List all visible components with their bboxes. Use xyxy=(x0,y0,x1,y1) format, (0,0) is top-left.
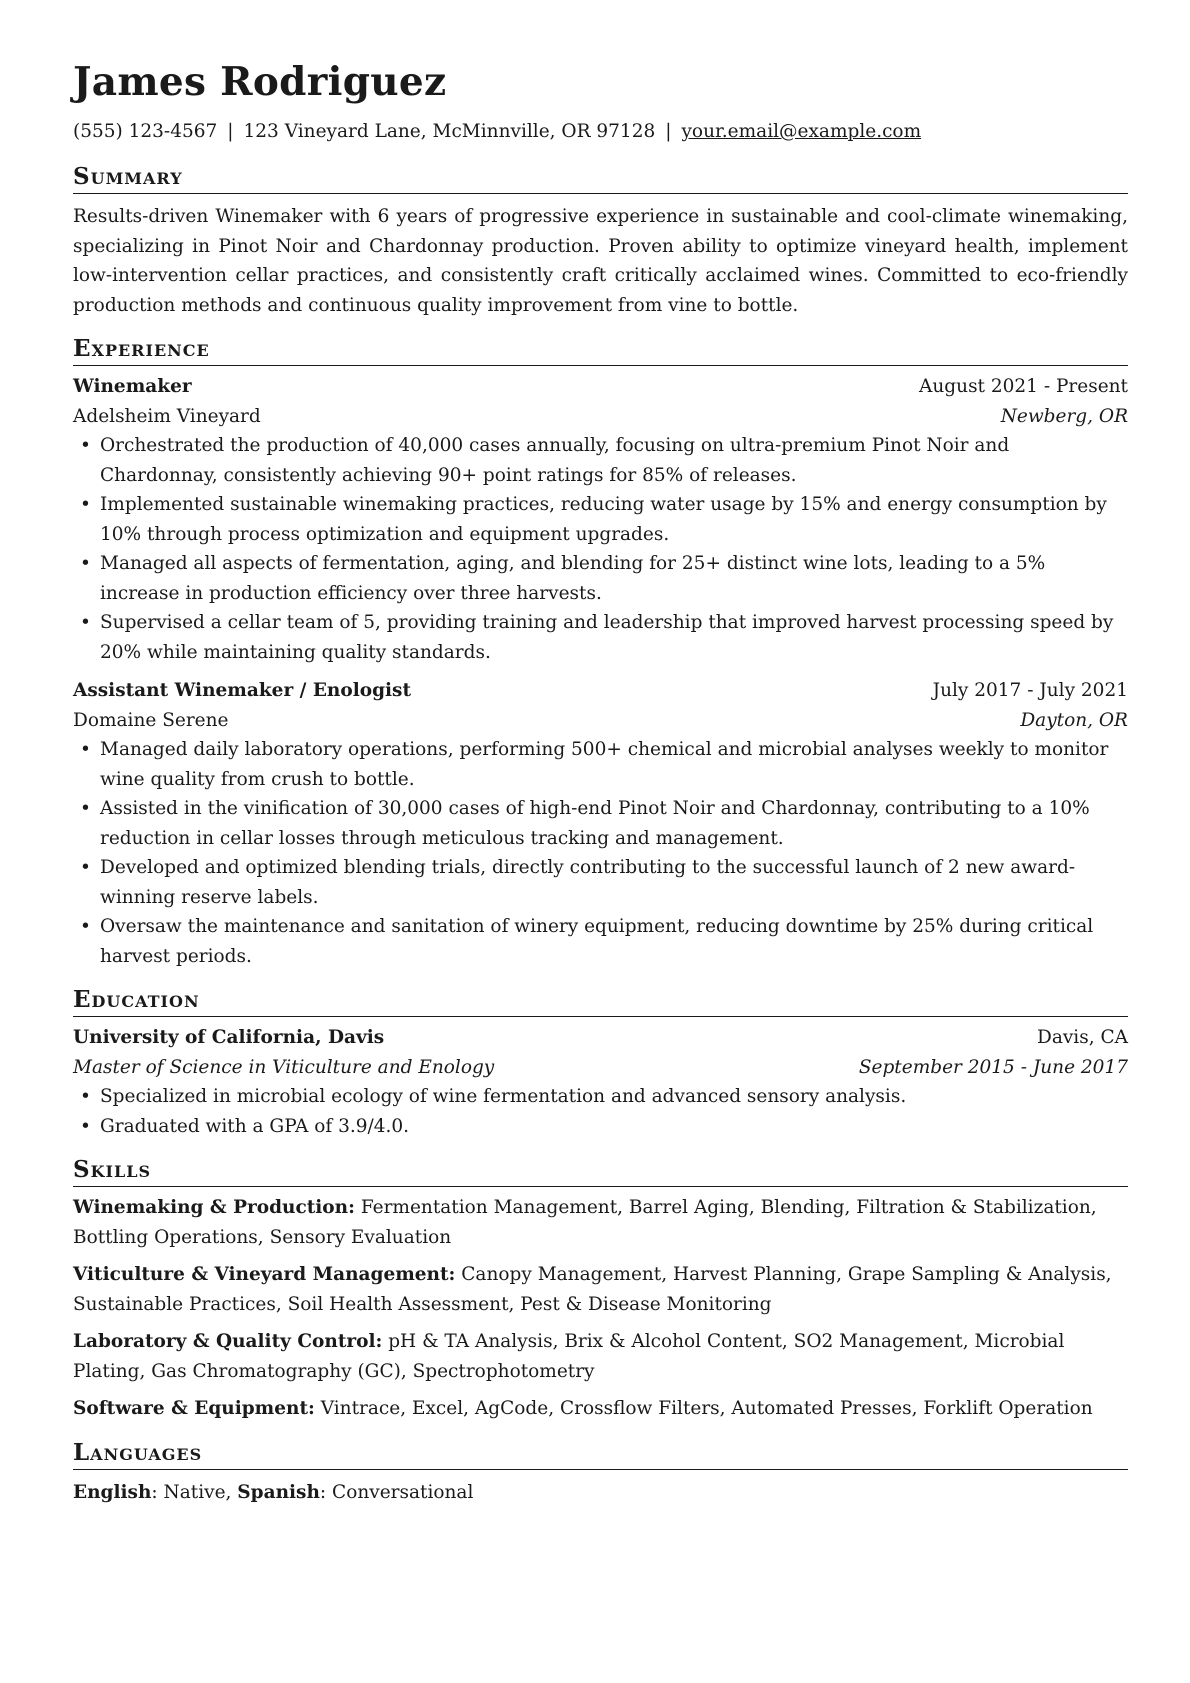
experience-section xyxy=(73,335,1128,971)
summary-section xyxy=(73,163,1128,320)
job-entry xyxy=(73,372,1128,667)
language-name: Spanish xyxy=(237,1481,320,1503)
email-link[interactable]: your.email@example.com xyxy=(681,121,922,142)
job-company: Domaine Serene xyxy=(73,709,229,731)
skill-group-label: Laboratory & Quality Control: xyxy=(73,1331,383,1352)
job-bullets xyxy=(73,735,1128,971)
skill-group-items: pH & TA Analysis, Brix & Alcohol Content, SO2 Management, Microbial Plating, Gas Chromatography (GC), Spectrophotometry xyxy=(73,1331,1065,1382)
language-level: Native xyxy=(163,1481,226,1503)
section-title-skills: Skills xyxy=(73,1156,1128,1187)
contact-line xyxy=(73,120,1128,144)
job-entry xyxy=(73,676,1128,971)
job-company: Adelsheim Vineyard xyxy=(73,405,261,427)
skills-section xyxy=(73,1156,1128,1424)
language-level: Conversational xyxy=(332,1481,474,1503)
phone-number: (555) 123-4567 xyxy=(73,121,218,142)
summary-text: Results-driven Winemaker with 6 years of progressive experience in sustainable and cool-climate winemaking, specializing in Pinot Noir and Chardonnay production. Proven ability to optimize vineyard health, implement low-intervention cellar practices, and consistently craft critically acclaimed wines. Committed to eco-friendly production methods and continuous quality improvement from vine to bottle. xyxy=(73,206,1128,316)
contact-separator: | xyxy=(665,121,672,142)
section-title-languages: Languages xyxy=(73,1439,1128,1470)
skill-group-items: Canopy Management, Harvest Planning, Grape Sampling & Analysis, Sustainable Practices, Soil Health Assessment, Pest & Disease Monitoring xyxy=(73,1264,1112,1315)
education-entry xyxy=(73,1023,1128,1141)
bullet-item: • Supervised a cellar team of 5, providing training and leadership that improved harvest processing speed by 20% while maintaining quality standards. xyxy=(73,608,1128,667)
contact-separator: | xyxy=(227,121,234,142)
languages-section xyxy=(73,1439,1128,1508)
school-name: University of California, Davis xyxy=(73,1027,385,1048)
skill-group xyxy=(73,1394,1128,1424)
degree: Master of Science in Viticulture and Enology xyxy=(73,1056,495,1078)
job-location: Newberg, OR xyxy=(1000,405,1128,427)
resume-page xyxy=(73,60,1128,1507)
bullet-item: • Developed and optimized blending trials, directly contributing to the successful launch of 2 new award-winning reserve labels. xyxy=(73,853,1128,912)
section-title-experience: Experience xyxy=(73,335,1128,366)
languages-line: English: Native, Spanish: Conversational xyxy=(73,1481,474,1503)
bullet-item: • Managed daily laboratory operations, performing 500+ chemical and microbial analyses weekly to monitor wine quality from crush to bottle. xyxy=(73,735,1128,794)
skill-group-items: Fermentation Management, Barrel Aging, Blending, Filtration & Stabilization, Bottling Operations, Sensory Evaluation xyxy=(73,1197,1097,1248)
job-bullets xyxy=(73,431,1128,667)
bullet-item: • Implemented sustainable winemaking practices, reducing water usage by 15% and energy consumption by 10% through process optimization and equipment upgrades. xyxy=(73,490,1128,549)
section-title-summary: Summary xyxy=(73,163,1128,194)
education-section xyxy=(73,986,1128,1141)
skill-group xyxy=(73,1327,1128,1386)
section-title-education: Education xyxy=(73,986,1128,1017)
education-dates: September 2015 - June 2017 xyxy=(858,1056,1128,1078)
bullet-item: • Graduated with a GPA of 3.9/4.0. xyxy=(73,1112,1128,1142)
address: 123 Vineyard Lane, McMinnville, OR 97128 xyxy=(243,121,656,142)
skill-group-label: Viticulture & Vineyard Management: xyxy=(73,1264,456,1285)
job-role: Winemaker xyxy=(73,376,192,397)
bullet-item: • Orchestrated the production of 40,000 cases annually, focusing on ultra-premium Pinot Noir and Chardonnay, consistently achieving 90+ point ratings for 85% of releases. xyxy=(73,431,1128,490)
skill-group-label: Winemaking & Production: xyxy=(73,1197,355,1218)
bullet-item: • Oversaw the maintenance and sanitation of winery equipment, reducing downtime by 25% during critical harvest periods. xyxy=(73,912,1128,971)
language-name: English xyxy=(73,1481,152,1503)
job-dates: August 2021 - Present xyxy=(919,376,1128,397)
skill-group xyxy=(73,1193,1128,1252)
job-dates: July 2017 - July 2021 xyxy=(932,680,1128,701)
skill-group xyxy=(73,1260,1128,1319)
bullet-item: • Assisted in the vinification of 30,000 cases of high-end Pinot Noir and Chardonnay, contributing to a 10% reduction in cellar losses through meticulous tracking and management. xyxy=(73,794,1128,853)
job-location: Dayton, OR xyxy=(1020,709,1128,731)
bullet-item: • Specialized in microbial ecology of wine fermentation and advanced sensory analysis. xyxy=(73,1082,1128,1112)
candidate-name: James Rodriguez xyxy=(73,59,447,105)
education-bullets xyxy=(73,1082,1128,1141)
skill-group-label: Software & Equipment: xyxy=(73,1398,315,1419)
skill-group-items: Vintrace, Excel, AgCode, Crossflow Filters, Automated Presses, Forklift Operation xyxy=(320,1398,1093,1419)
job-role: Assistant Winemaker / Enologist xyxy=(73,680,412,701)
school-location: Davis, CA xyxy=(1036,1027,1128,1048)
bullet-item: • Managed all aspects of fermentation, aging, and blending for 25+ distinct wine lots, leading to a 5% increase in production efficiency over three harvests. xyxy=(73,549,1128,608)
